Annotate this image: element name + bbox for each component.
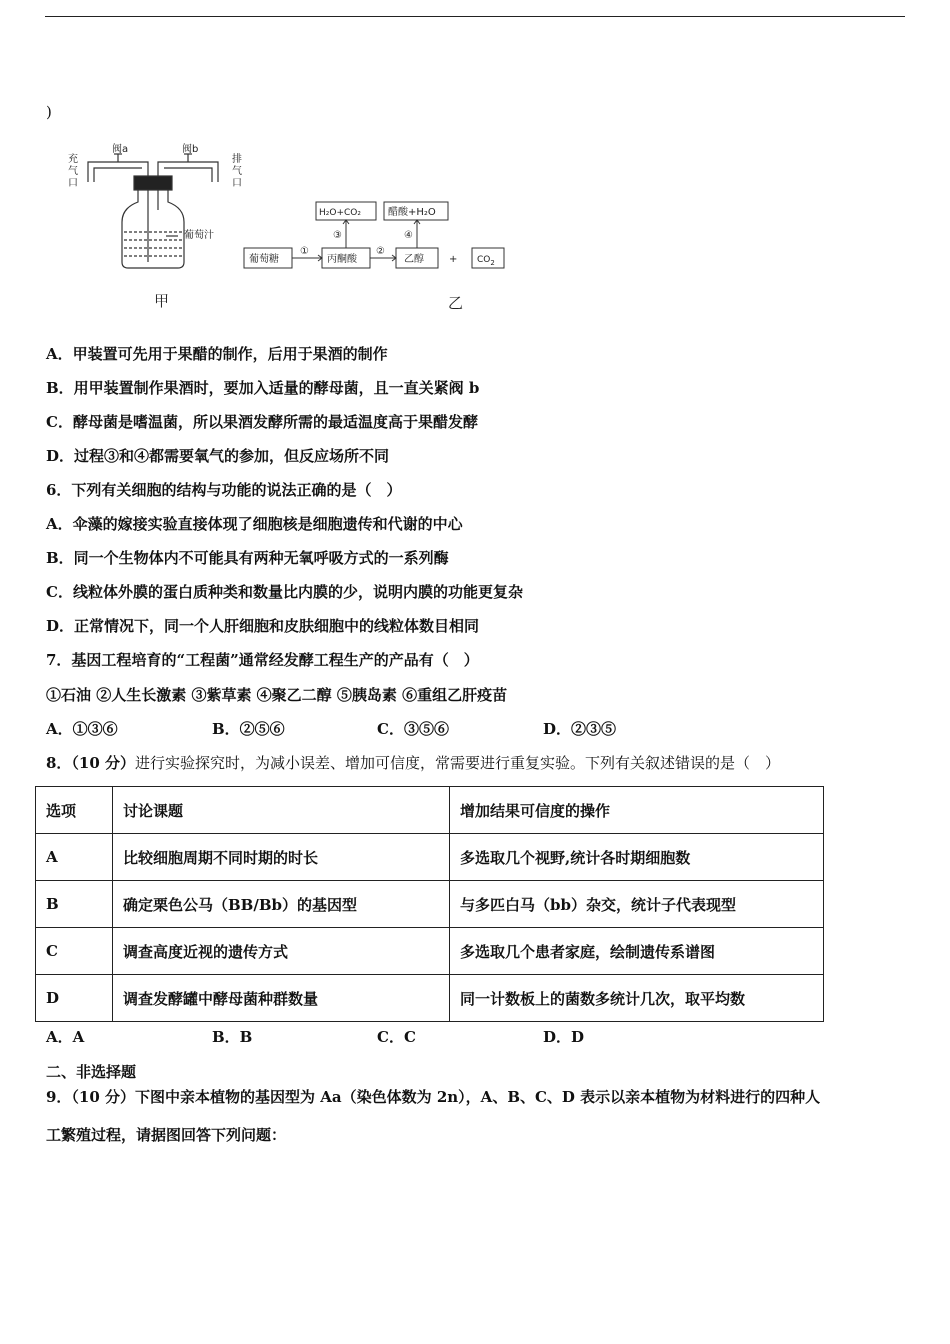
fermentation-figure — [60, 140, 520, 320]
row-b-operation: 与多匹白马（bb）杂交，统计子代表现型 — [450, 881, 824, 928]
q6-option-a: A．伞藻的嫁接实验直接体现了细胞核是细胞遗传和代谢的中心 — [46, 515, 463, 533]
table-row — [36, 928, 824, 975]
row-c-topic: 调查高度近视的遗传方式 — [113, 928, 450, 975]
inlet-label-3: 口 — [68, 178, 78, 189]
q8-table — [35, 786, 824, 1022]
header-operation: 增加结果可信度的操作 — [450, 787, 824, 834]
row-b-option: B — [36, 881, 113, 928]
q7-items: ①石油 ②人生长激素 ③紫草素 ④聚乙二醇 ⑤胰岛素 ⑥重组乙肝疫苗 — [46, 686, 508, 704]
q6-option-b: B．同一个生物体内不可能具有两种无氧呼吸方式的一系列酶 — [46, 549, 449, 567]
q7-option-c: C．③⑤⑥ — [377, 720, 449, 738]
q9-line-2: 工繁殖过程，请据图回答下列问题： — [46, 1126, 287, 1144]
step-2: ② — [376, 246, 385, 257]
plus-sign: + — [449, 254, 458, 265]
outlet-label-3: 口 — [232, 178, 242, 189]
outlet-label-2: 气 — [232, 166, 242, 177]
step-3: ③ — [333, 230, 342, 241]
header-topic: 讨论课题 — [113, 787, 450, 834]
table-row — [36, 881, 824, 928]
q5-option-a: A．甲装置可先用于果醋的制作，后用于果酒的制作 — [46, 345, 388, 363]
flow-yi — [244, 202, 504, 268]
header-rule — [45, 16, 905, 17]
row-b-topic: 确定栗色公马（BB/Bb）的基因型 — [113, 881, 450, 928]
acetic-box: 醋酸+H₂O — [388, 207, 436, 218]
row-d-operation: 同一计数板上的菌数多统计几次，取平均数 — [450, 975, 824, 1022]
row-d-topic: 调查发酵罐中酵母菌种群数量 — [113, 975, 450, 1022]
valve-b-label: 阀b — [182, 144, 199, 155]
continuation-paren: ) — [46, 103, 52, 121]
q8-option-a: A．A — [46, 1028, 85, 1046]
co2-box: $CO_2$ — [477, 255, 495, 267]
q8-number: 8．（10 分） — [46, 754, 136, 772]
q7-stem: 7．基因工程培育的“工程菌”通常经发酵工程生产的产品有（ ） — [46, 651, 479, 669]
row-c-option: C — [36, 928, 113, 975]
ethanol-box: 乙醇 — [404, 254, 424, 265]
table-row — [36, 834, 824, 881]
caption-jia: 甲 — [154, 292, 170, 310]
q8-option-c: C．C — [377, 1028, 416, 1046]
q5-option-b: B．用甲装置制作果酒时，要加入适量的酵母菌，且一直关紧阀 b — [46, 379, 480, 397]
valve-a-label: 阀a — [112, 144, 129, 155]
table-row — [36, 975, 824, 1022]
q5-option-c: C．酵母菌是嗜温菌，所以果酒发酵所需的最适温度高于果醋发酵 — [46, 413, 478, 431]
row-d-option: D — [36, 975, 113, 1022]
q8-option-b: B．B — [212, 1028, 253, 1046]
q8-option-d: D．D — [543, 1028, 585, 1046]
step-4: ④ — [404, 230, 413, 241]
outlet-label-1: 排 — [232, 154, 242, 165]
inlet-label-1: 充 — [68, 154, 78, 165]
q9-line-1: 9．（10 分）下图中亲本植物的基因型为 Aa（染色体数为 2n），A、B、C、D 表示以亲本植物为材料进行的四种人 — [46, 1088, 821, 1106]
q7-option-a: A．①③⑥ — [46, 720, 118, 738]
row-a-option: A — [36, 834, 113, 881]
grape-juice-label: 葡萄汁 — [184, 230, 214, 241]
step-1: ① — [300, 246, 309, 257]
table-header-row — [36, 787, 824, 834]
section-heading: 二、非选择题 — [46, 1063, 137, 1081]
apparatus-jia — [88, 154, 218, 268]
q7-option-b: B．②⑤⑥ — [212, 720, 285, 738]
h2o-co2-box: H₂O+CO₂ — [319, 208, 361, 218]
caption-yi: 乙 — [448, 294, 464, 312]
q8-text: 进行实验探究时，为减小误差、增加可信度，常需要进行重复实验。下列有关叙述错误的是（ ） — [135, 754, 781, 772]
q8-stem — [46, 753, 780, 773]
row-c-operation: 多选取几个患者家庭，绘制遗传系谱图 — [450, 928, 824, 975]
q6-stem: 6．下列有关细胞的结构与功能的说法正确的是（ ） — [46, 481, 402, 499]
row-a-operation: 多选取几个视野,统计各时期细胞数 — [450, 834, 824, 881]
q7-option-d: D．②③⑤ — [543, 720, 617, 738]
glucose-box: 葡萄糖 — [249, 254, 279, 265]
q6-option-c: C．线粒体外膜的蛋白质种类和数量比内膜的少，说明内膜的功能更复杂 — [46, 583, 523, 601]
header-option: 选项 — [36, 787, 113, 834]
pyruvate-box: 丙酮酸 — [327, 254, 357, 265]
q6-option-d: D．正常情况下，同一个人肝细胞和皮肤细胞中的线粒体数目相同 — [46, 617, 480, 635]
inlet-label-2: 气 — [68, 166, 78, 177]
row-a-topic: 比较细胞周期不同时期的时长 — [113, 834, 450, 881]
q5-option-d: D．过程③和④都需要氧气的参加，但反应场所不同 — [46, 447, 390, 465]
